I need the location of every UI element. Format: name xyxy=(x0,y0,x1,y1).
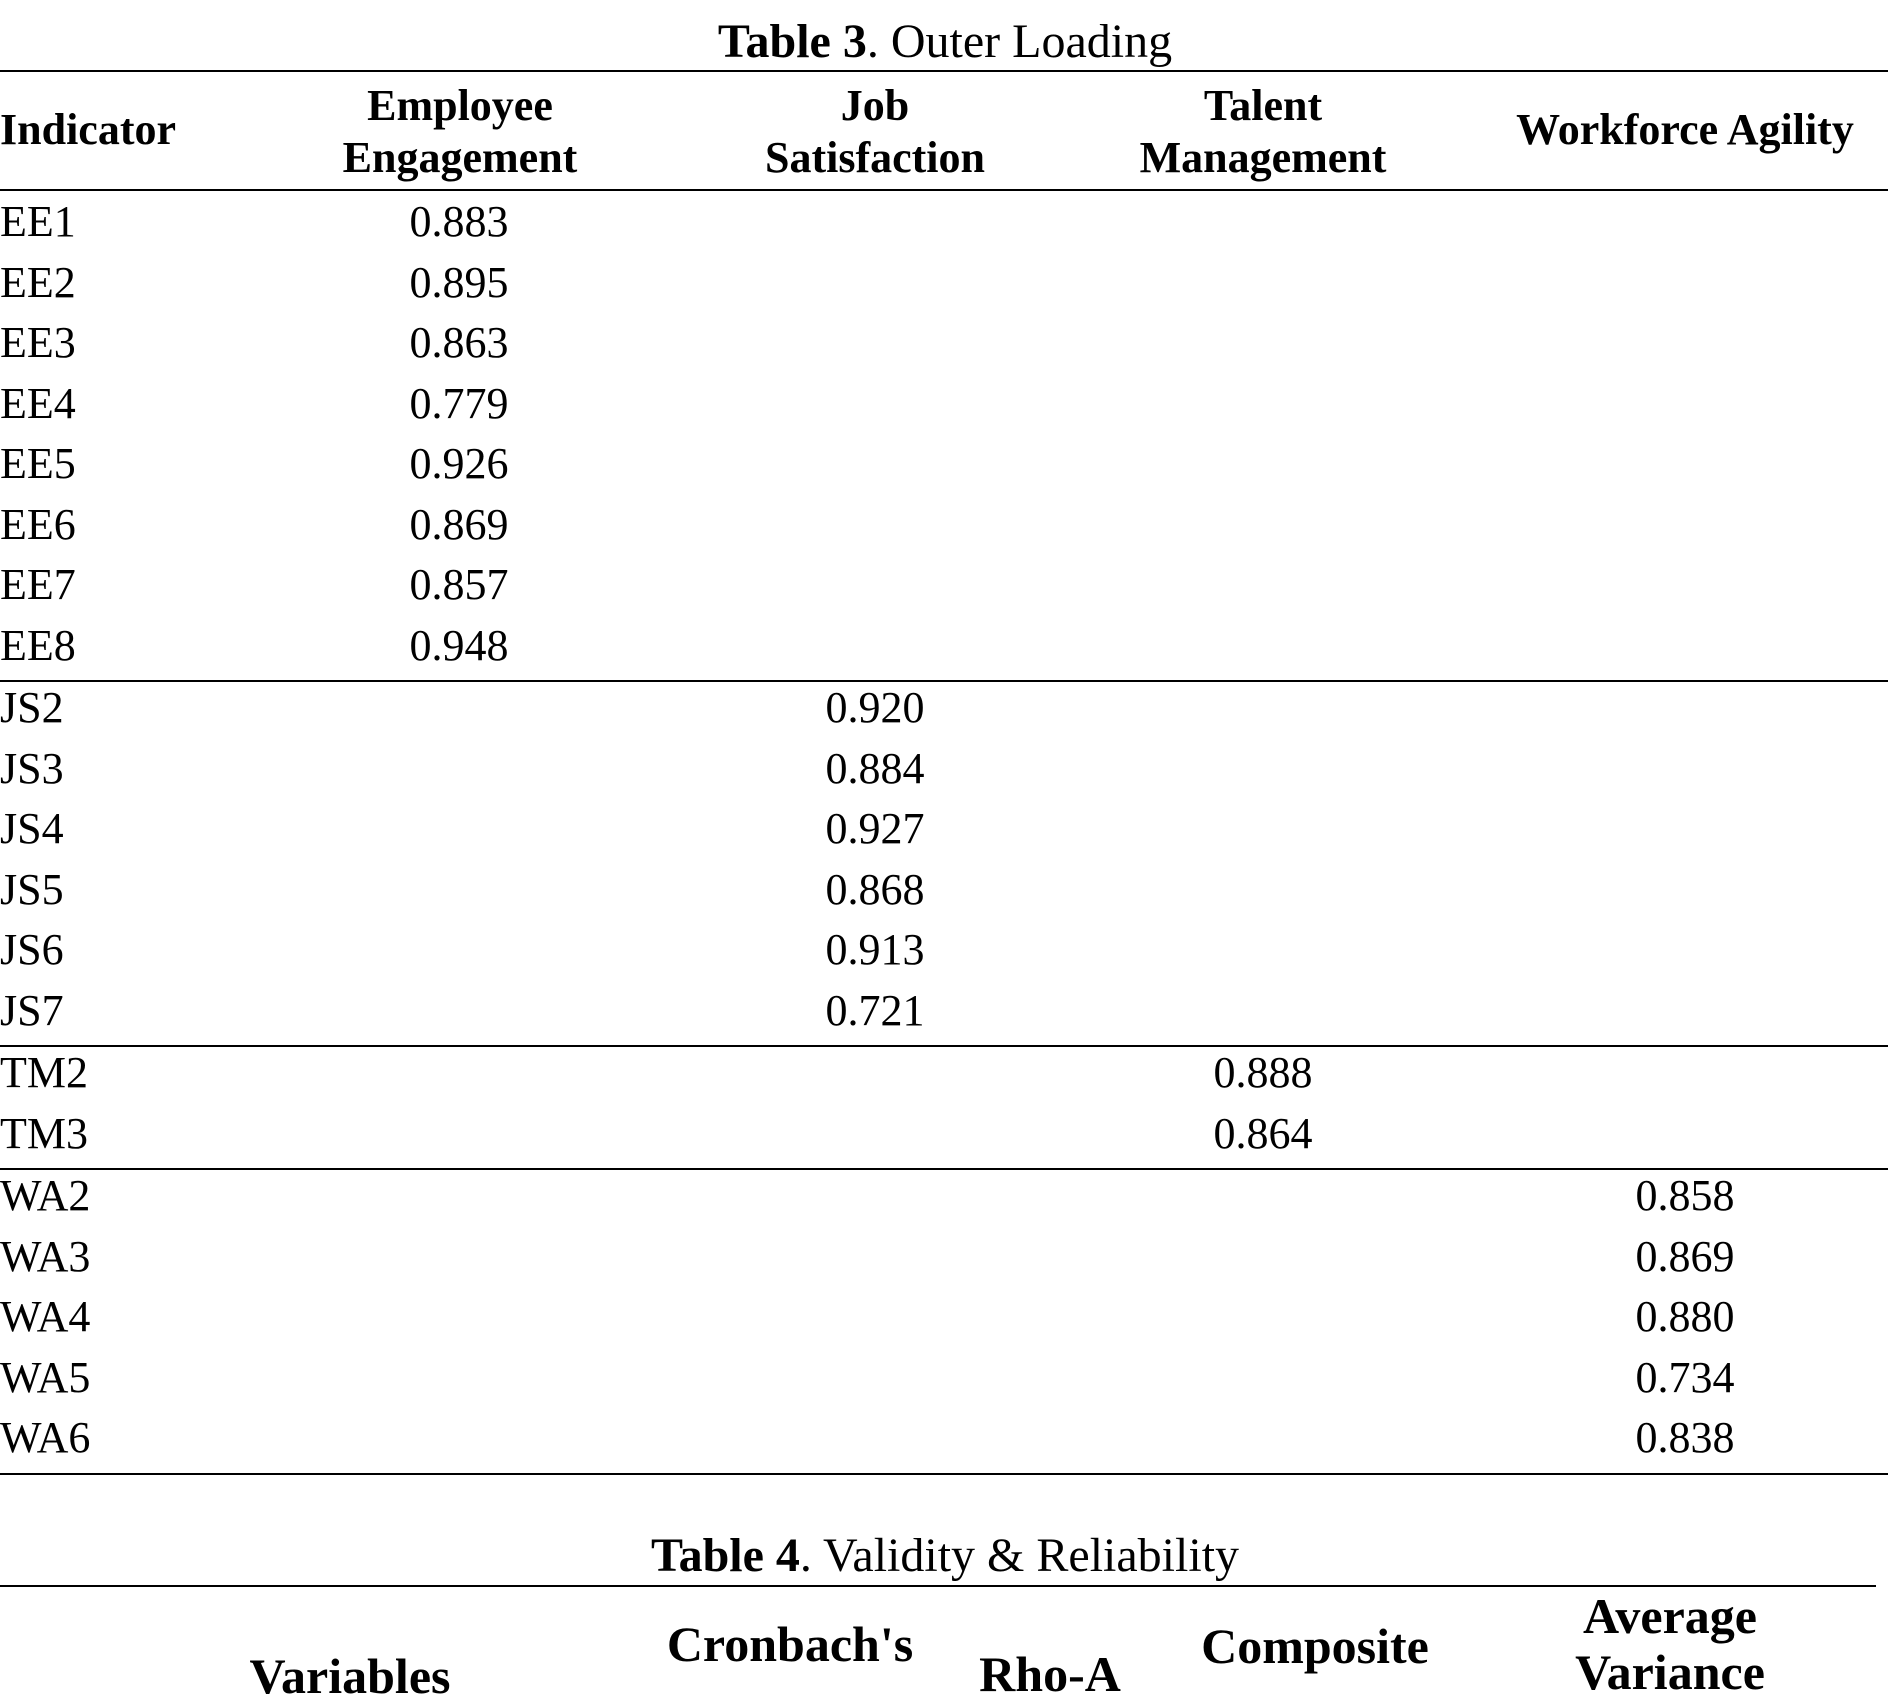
loading-value: 0.734 xyxy=(1635,1352,1735,1402)
header-job-satisfaction: Job Satisfaction xyxy=(765,81,985,182)
loading-value: 0.857 xyxy=(409,560,509,609)
indicator-label: JS7 xyxy=(0,985,64,1035)
indicator-label: TM3 xyxy=(0,1108,88,1158)
indicator-label: EE4 xyxy=(0,378,76,428)
indicator-label: JS6 xyxy=(0,925,64,974)
table-3-top-rule xyxy=(0,70,1888,72)
loading-value: 0.869 xyxy=(1635,1231,1735,1281)
loading-value: 0.948 xyxy=(409,620,509,670)
indicator-label: EE5 xyxy=(0,439,76,488)
loading-value: 0.863 xyxy=(409,318,509,367)
indicator-label: WA6 xyxy=(0,1413,91,1462)
indicator-label: TM2 xyxy=(0,1048,88,1097)
header-indicator: Indicator xyxy=(0,105,176,154)
table-4-caption xyxy=(0,1529,1890,1582)
loading-value: 0.880 xyxy=(1635,1292,1735,1341)
loading-value: 0.858 xyxy=(1635,1171,1735,1220)
loading-value: 0.721 xyxy=(825,985,925,1035)
loading-value: 0.926 xyxy=(409,439,509,488)
indicator-label: EE2 xyxy=(0,257,76,307)
loading-value: 0.920 xyxy=(825,683,925,732)
table-4-caption-title: . Validity & Reliability xyxy=(799,1529,1240,1582)
header-rho-a: Rho-A xyxy=(979,1646,1121,1702)
table-3-caption-label: Table 3 xyxy=(717,15,867,68)
loading-value: 0.884 xyxy=(825,743,925,793)
table-4-caption-label: Table 4 xyxy=(650,1529,800,1582)
indicator-label: EE7 xyxy=(0,560,76,609)
indicator-label: EE1 xyxy=(0,197,76,246)
group-divider xyxy=(0,1473,1888,1475)
indicator-label: WA3 xyxy=(0,1231,91,1281)
loading-value: 0.927 xyxy=(825,804,925,853)
header-composite: Composite xyxy=(1201,1618,1429,1674)
indicator-label: JS3 xyxy=(0,743,64,793)
header-workforce-agility: Workforce Agility xyxy=(1516,105,1854,154)
table-4-top-rule xyxy=(0,1585,1876,1587)
loading-value: 0.895 xyxy=(409,257,509,307)
indicator-label: WA2 xyxy=(0,1171,91,1220)
header-talent-management: Talent Management xyxy=(1139,81,1387,182)
table-3-caption xyxy=(0,15,1890,68)
header-variables: Variables xyxy=(249,1648,451,1704)
indicator-label: EE6 xyxy=(0,499,76,549)
loading-value: 0.883 xyxy=(409,197,509,246)
indicator-label: EE8 xyxy=(0,620,76,670)
header-employee-engagement: Employee Engagement xyxy=(342,81,578,182)
indicator-label: EE3 xyxy=(0,318,76,367)
loading-value: 0.779 xyxy=(409,378,509,428)
header-average-variance: Average Variance xyxy=(1575,1588,1765,1700)
loading-value: 0.838 xyxy=(1635,1413,1735,1462)
indicator-label: JS2 xyxy=(0,683,64,732)
indicator-label: JS4 xyxy=(0,804,64,853)
loading-value: 0.913 xyxy=(825,925,925,974)
indicator-label: WA4 xyxy=(0,1292,91,1341)
table-3-header-rule xyxy=(0,189,1888,191)
indicator-label: JS5 xyxy=(0,864,64,914)
group-divider xyxy=(0,1045,1888,1047)
loading-value: 0.868 xyxy=(825,864,925,914)
table-3-caption-title: . Outer Loading xyxy=(866,15,1173,68)
header-cronbachs: Cronbach's xyxy=(666,1616,914,1672)
loading-value: 0.869 xyxy=(409,499,509,549)
loading-value: 0.888 xyxy=(1213,1048,1313,1097)
loading-value: 0.864 xyxy=(1213,1108,1313,1158)
indicator-label: WA5 xyxy=(0,1352,91,1402)
